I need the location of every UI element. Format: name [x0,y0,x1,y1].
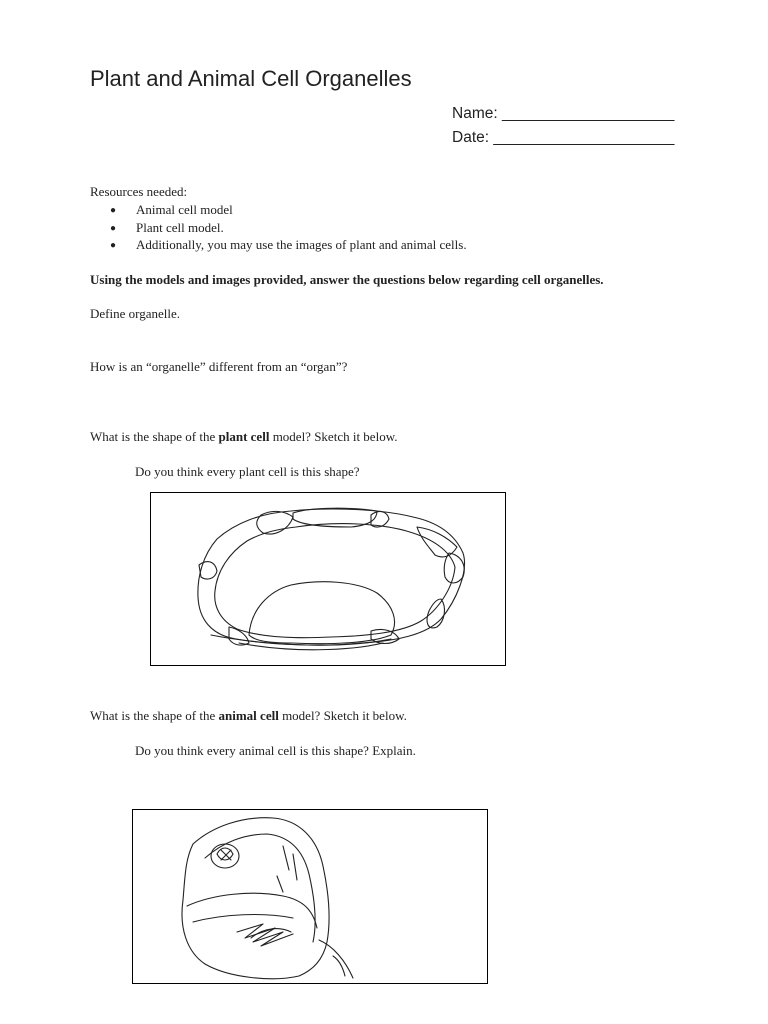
plant-cell-sketch-box[interactable] [150,492,506,666]
question-plant-cell-sub: Do you think every plant cell is this shape? [135,464,360,479]
resources-list [110,202,467,255]
plant-cell-drawing [151,493,505,665]
list-item: ● Additionally, you may use the images of plant and animal cells. [110,237,467,252]
animal-cell-drawing [133,810,487,983]
list-item: ● Animal cell model [110,202,233,217]
bullet-icon: ● [110,240,117,251]
instruction-text: Using the models and images provided, answer the questions below regarding cell organelles. [90,272,604,287]
question-organelle-vs-organ: How is an “organelle” different from an “organ”? [90,359,348,374]
bullet-icon: ● [110,222,117,234]
resources-heading: Resources needed: [90,184,188,199]
question-animal-cell-shape: What is the shape of the animal cell model? Sketch it below. [90,708,407,723]
question-plant-cell-shape: What is the shape of the plant cell model? Sketch it below. [90,429,398,444]
animal-cell-sketch-box[interactable] [132,809,488,984]
page-title: Plant and Animal Cell Organelles [90,66,412,91]
list-item: ● Plant cell model. [110,219,224,235]
question-animal-cell-sub: Do you think every animal cell is this shape? Explain. [135,743,416,758]
bullet-icon: ● [110,205,117,216]
date-field[interactable]: Date: _____________________ [452,129,675,146]
question-define-organelle: Define organelle. [90,306,180,321]
name-field[interactable]: Name: ____________________ [452,105,675,122]
